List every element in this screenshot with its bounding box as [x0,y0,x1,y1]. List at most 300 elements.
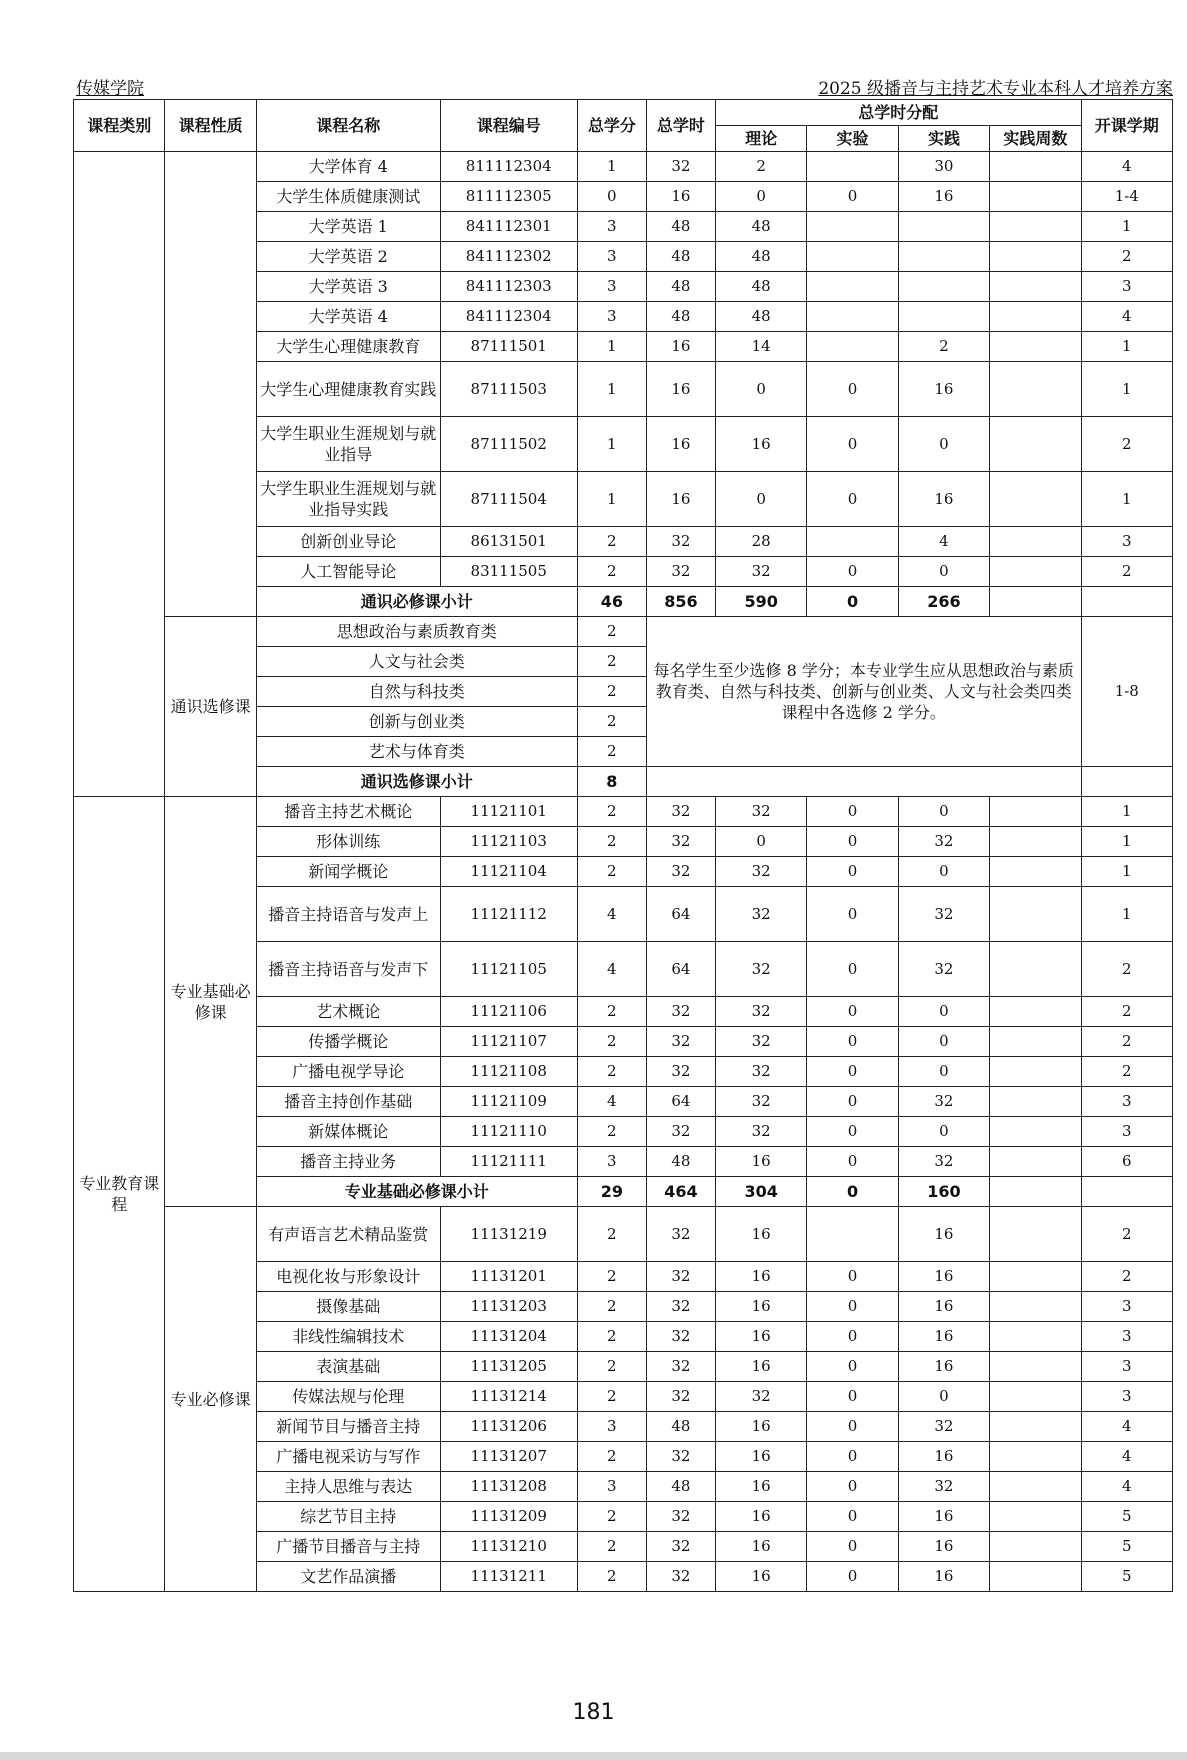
table-body [74,152,1173,1592]
page-number: 181 [572,1700,615,1725]
course-name: 新媒体概论 [256,1117,440,1147]
course-exp: 0 [807,417,898,472]
elective-subtotal-credits: 8 [577,767,646,797]
col-code: 课程编号 [440,100,577,152]
course-prac: 16 [898,362,989,417]
course-theory: 48 [715,302,806,332]
course-sem: 5 [1081,1532,1172,1562]
course-sem: 3 [1081,1382,1172,1412]
subtotal-theory: 304 [715,1177,806,1207]
course-credits: 2 [577,1382,646,1412]
course-prac: 16 [898,1322,989,1352]
course-credits: 2 [577,527,646,557]
course-hours: 32 [646,527,715,557]
course-theory: 32 [715,1382,806,1412]
course-credits: 4 [577,1087,646,1117]
col-practice: 实践 [898,126,989,152]
course-exp [807,272,898,302]
course-name: 播音主持语音与发声上 [256,887,440,942]
nature-prof-required: 专业必修课 [165,1207,256,1592]
elective-credits: 2 [577,707,646,737]
elective-category: 人文与社会类 [256,647,577,677]
subtotal-hours: 856 [646,587,715,617]
course-name: 广播电视学导论 [256,1057,440,1087]
course-hours: 32 [646,1352,715,1382]
subtotal-sem [1081,587,1172,617]
course-prac: 16 [898,1292,989,1322]
course-weeks [990,1442,1081,1472]
course-exp: 0 [807,1322,898,1352]
course-prac: 0 [898,1027,989,1057]
course-theory: 16 [715,1442,806,1472]
course-code: 11131205 [440,1352,577,1382]
course-code: 83111505 [440,557,577,587]
course-theory: 16 [715,1262,806,1292]
elective-subtotal-sem [1081,767,1172,797]
course-name: 艺术概论 [256,997,440,1027]
course-sem: 5 [1081,1502,1172,1532]
course-prac: 0 [898,1382,989,1412]
course-exp: 0 [807,887,898,942]
course-sem: 1 [1081,472,1172,527]
course-exp [807,302,898,332]
course-weeks [990,1292,1081,1322]
course-exp [807,212,898,242]
course-theory: 16 [715,417,806,472]
course-credits: 1 [577,152,646,182]
course-prac: 16 [898,1442,989,1472]
course-prac: 16 [898,1532,989,1562]
course-name: 大学体育 4 [256,152,440,182]
course-theory: 32 [715,1087,806,1117]
course-credits: 2 [577,1442,646,1472]
course-theory: 32 [715,1117,806,1147]
col-credits: 总学分 [577,100,646,152]
subtotal-weeks [990,587,1081,617]
course-hours: 32 [646,1057,715,1087]
course-prac: 0 [898,857,989,887]
course-code: 811112305 [440,182,577,212]
course-hours: 32 [646,1442,715,1472]
course-name: 大学生体质健康测试 [256,182,440,212]
course-hours: 64 [646,942,715,997]
header-college: 传媒学院 [76,79,144,99]
course-prac: 4 [898,527,989,557]
course-hours: 16 [646,182,715,212]
course-credits: 2 [577,1262,646,1292]
course-hours: 32 [646,1382,715,1412]
course-theory: 48 [715,272,806,302]
course-code: 87111504 [440,472,577,527]
course-name: 播音主持业务 [256,1147,440,1177]
nature-prof-basic: 专业基础必修课 [165,797,256,1207]
course-weeks [990,332,1081,362]
course-code: 11121112 [440,887,577,942]
course-theory: 32 [715,887,806,942]
course-sem: 3 [1081,1292,1172,1322]
col-theory: 理论 [715,126,806,152]
course-credits: 3 [577,1472,646,1502]
course-credits: 2 [577,1502,646,1532]
course-sem: 1 [1081,887,1172,942]
course-hours: 32 [646,1292,715,1322]
elective-credits: 2 [577,617,646,647]
course-credits: 2 [577,1117,646,1147]
course-theory: 16 [715,1352,806,1382]
course-credits: 2 [577,1532,646,1562]
course-weeks [990,152,1081,182]
course-theory: 16 [715,1502,806,1532]
course-credits: 3 [577,1412,646,1442]
course-weeks [990,302,1081,332]
subtotal-credits: 29 [577,1177,646,1207]
course-code: 11131214 [440,1382,577,1412]
course-code: 11121101 [440,797,577,827]
course-code: 841112302 [440,242,577,272]
course-credits: 4 [577,942,646,997]
nature-general-elective: 通识选修课 [165,617,256,797]
course-code: 11121110 [440,1117,577,1147]
course-theory: 0 [715,182,806,212]
course-weeks [990,1207,1081,1262]
course-code: 11131219 [440,1207,577,1262]
course-weeks [990,1502,1081,1532]
course-name: 大学生职业生涯规划与就业指导 [256,417,440,472]
course-credits: 1 [577,362,646,417]
course-theory: 32 [715,1027,806,1057]
course-credits: 2 [577,1562,646,1592]
course-prac [898,302,989,332]
course-name: 大学英语 4 [256,302,440,332]
course-hours: 16 [646,332,715,362]
course-sem: 2 [1081,942,1172,997]
course-hours: 64 [646,887,715,942]
course-sem: 3 [1081,1117,1172,1147]
course-exp: 0 [807,1382,898,1412]
course-name: 摄像基础 [256,1292,440,1322]
course-theory: 16 [715,1292,806,1322]
course-credits: 2 [577,1027,646,1057]
course-credits: 2 [577,997,646,1027]
course-name: 主持人思维与表达 [256,1472,440,1502]
table-row [74,152,1173,182]
course-exp [807,152,898,182]
course-prac: 16 [898,182,989,212]
course-theory: 2 [715,152,806,182]
course-theory: 16 [715,1532,806,1562]
course-theory: 32 [715,997,806,1027]
course-exp: 0 [807,942,898,997]
course-code: 11121109 [440,1087,577,1117]
course-hours: 48 [646,1147,715,1177]
course-code: 11131203 [440,1292,577,1322]
course-sem: 2 [1081,1262,1172,1292]
course-name: 非线性编辑技术 [256,1322,440,1352]
elective-credits: 2 [577,677,646,707]
subtotal-sem [1081,1177,1172,1207]
course-weeks [990,1117,1081,1147]
course-weeks [990,212,1081,242]
course-hours: 16 [646,362,715,417]
course-prac: 16 [898,1262,989,1292]
course-code: 87111501 [440,332,577,362]
course-weeks [990,887,1081,942]
subtotal-prac: 266 [898,587,989,617]
course-weeks [990,362,1081,417]
course-sem: 3 [1081,527,1172,557]
course-sem: 3 [1081,1087,1172,1117]
course-exp [807,332,898,362]
course-sem: 3 [1081,1352,1172,1382]
course-weeks [990,242,1081,272]
course-hours: 48 [646,302,715,332]
course-name: 创新创业导论 [256,527,440,557]
course-sem: 4 [1081,1472,1172,1502]
course-theory: 48 [715,212,806,242]
subtotal-exp: 0 [807,587,898,617]
elective-category: 艺术与体育类 [256,737,577,767]
course-name: 播音主持艺术概论 [256,797,440,827]
course-credits: 3 [577,272,646,302]
course-theory: 16 [715,1147,806,1177]
course-credits: 2 [577,827,646,857]
course-credits: 2 [577,857,646,887]
course-exp: 0 [807,1147,898,1177]
subtotal-credits: 46 [577,587,646,617]
course-code: 11121106 [440,997,577,1027]
course-theory: 16 [715,1207,806,1262]
course-hours: 48 [646,242,715,272]
course-sem: 4 [1081,152,1172,182]
course-sem: 3 [1081,1322,1172,1352]
course-credits: 2 [577,1207,646,1262]
course-exp: 0 [807,1442,898,1472]
course-theory: 32 [715,1057,806,1087]
course-sem: 2 [1081,997,1172,1027]
course-prac: 32 [898,1412,989,1442]
course-hours: 32 [646,827,715,857]
course-sem: 1-4 [1081,182,1172,212]
course-hours: 32 [646,1207,715,1262]
course-code: 11121108 [440,1057,577,1087]
course-credits: 1 [577,332,646,362]
course-name: 新闻节目与播音主持 [256,1412,440,1442]
course-prac: 0 [898,997,989,1027]
course-weeks [990,1322,1081,1352]
elective-credits: 2 [577,647,646,677]
course-theory: 16 [715,1562,806,1592]
course-theory: 16 [715,1412,806,1442]
course-credits: 4 [577,887,646,942]
table-row [74,797,1173,827]
subtotal-weeks [990,1177,1081,1207]
course-hours: 32 [646,1117,715,1147]
course-code: 811112304 [440,152,577,182]
course-code: 11131208 [440,1472,577,1502]
course-name: 有声语言艺术精品鉴赏 [256,1207,440,1262]
course-sem: 1 [1081,797,1172,827]
course-exp: 0 [807,857,898,887]
elective-credits: 2 [577,737,646,767]
course-prac [898,212,989,242]
course-theory: 28 [715,527,806,557]
course-sem: 2 [1081,1207,1172,1262]
elective-category: 自然与科技类 [256,677,577,707]
course-prac: 0 [898,557,989,587]
course-code: 11121104 [440,857,577,887]
course-sem: 5 [1081,1562,1172,1592]
course-weeks [990,1562,1081,1592]
course-hours: 32 [646,1502,715,1532]
course-credits: 0 [577,182,646,212]
course-hours: 32 [646,857,715,887]
course-code: 11131207 [440,1442,577,1472]
subtotal-label: 通识必修课小计 [256,587,577,617]
course-exp: 0 [807,1532,898,1562]
course-name: 大学生心理健康教育实践 [256,362,440,417]
nature-general-required [165,152,256,617]
course-code: 11121103 [440,827,577,857]
course-name: 传播学概论 [256,1027,440,1057]
course-prac: 32 [898,942,989,997]
elective-semester: 1-8 [1081,617,1172,767]
course-exp: 0 [807,797,898,827]
course-weeks [990,1352,1081,1382]
elective-category: 思想政治与素质教育类 [256,617,577,647]
course-exp: 0 [807,472,898,527]
course-code: 11131204 [440,1322,577,1352]
course-weeks [990,797,1081,827]
course-theory: 14 [715,332,806,362]
course-credits: 2 [577,1322,646,1352]
course-theory: 32 [715,797,806,827]
course-name: 新闻学概论 [256,857,440,887]
course-hours: 32 [646,152,715,182]
course-name: 广播节目播音与主持 [256,1532,440,1562]
course-hours: 32 [646,1322,715,1352]
course-prac: 16 [898,1562,989,1592]
course-exp [807,242,898,272]
elective-subtotal-label: 通识选修课小计 [256,767,577,797]
course-prac: 30 [898,152,989,182]
course-exp: 0 [807,1262,898,1292]
course-exp: 0 [807,557,898,587]
course-code: 11131210 [440,1532,577,1562]
course-credits: 1 [577,472,646,527]
course-weeks [990,1087,1081,1117]
course-credits: 1 [577,417,646,472]
header-plan-title: 2025 级播音与主持艺术专业本科人才培养方案 [818,79,1173,99]
course-credits: 2 [577,1057,646,1087]
course-weeks [990,1057,1081,1087]
course-sem: 6 [1081,1147,1172,1177]
course-hours: 32 [646,797,715,827]
course-sem: 2 [1081,1027,1172,1057]
course-hours: 16 [646,472,715,527]
course-hours: 48 [646,1412,715,1442]
col-name: 课程名称 [256,100,440,152]
course-code: 11131209 [440,1502,577,1532]
course-prac: 32 [898,827,989,857]
course-name: 综艺节目主持 [256,1502,440,1532]
course-prac: 16 [898,1352,989,1382]
course-hours: 64 [646,1087,715,1117]
course-theory: 0 [715,472,806,527]
col-hours: 总学时 [646,100,715,152]
course-sem: 4 [1081,302,1172,332]
course-hours: 16 [646,417,715,472]
course-theory: 16 [715,1322,806,1352]
course-prac: 16 [898,1207,989,1262]
course-name: 大学生职业生涯规划与就业指导实践 [256,472,440,527]
course-credits: 3 [577,302,646,332]
course-prac: 0 [898,797,989,827]
table-row [74,1207,1173,1262]
subtotal-exp: 0 [807,1177,898,1207]
course-weeks [990,527,1081,557]
course-sem: 4 [1081,1442,1172,1472]
course-weeks [990,1472,1081,1502]
course-prac: 32 [898,1087,989,1117]
course-code: 11121111 [440,1147,577,1177]
elective-note: 每名学生至少选修 8 学分；本专业学生应从思想政治与素质教育类、自然与科技类、创新与创业类、人文与社会类四类课程中各选修 2 学分。 [646,617,1081,767]
course-prac: 0 [898,1117,989,1147]
course-prac: 0 [898,1057,989,1087]
course-weeks [990,827,1081,857]
course-exp: 0 [807,1562,898,1592]
course-prac: 0 [898,417,989,472]
course-name: 电视化妆与形象设计 [256,1262,440,1292]
course-sem: 2 [1081,242,1172,272]
course-hours: 48 [646,1472,715,1502]
course-sem: 1 [1081,332,1172,362]
course-exp: 0 [807,1087,898,1117]
course-hours: 32 [646,1562,715,1592]
course-hours: 32 [646,1532,715,1562]
col-practice-weeks: 实践周数 [990,126,1081,152]
course-credits: 3 [577,242,646,272]
course-weeks [990,1412,1081,1442]
course-exp: 0 [807,362,898,417]
course-code: 11121107 [440,1027,577,1057]
course-weeks [990,1382,1081,1412]
course-code: 841112303 [440,272,577,302]
course-theory: 48 [715,242,806,272]
col-experiment: 实验 [807,126,898,152]
course-hours: 48 [646,212,715,242]
curriculum-table [73,99,1173,1592]
course-theory: 32 [715,857,806,887]
course-prac: 16 [898,1502,989,1532]
course-hours: 32 [646,1262,715,1292]
course-code: 841112301 [440,212,577,242]
elective-subtotal-empty [646,767,1081,797]
course-name: 大学英语 1 [256,212,440,242]
course-exp: 0 [807,827,898,857]
course-name: 人工智能导论 [256,557,440,587]
course-code: 841112304 [440,302,577,332]
course-prac [898,272,989,302]
course-exp: 0 [807,1027,898,1057]
subtotal-prac: 160 [898,1177,989,1207]
course-sem: 1 [1081,827,1172,857]
course-prac: 16 [898,472,989,527]
course-sem: 2 [1081,1057,1172,1087]
course-code: 86131501 [440,527,577,557]
course-theory: 32 [715,942,806,997]
course-exp: 0 [807,997,898,1027]
course-name: 广播电视采访与写作 [256,1442,440,1472]
